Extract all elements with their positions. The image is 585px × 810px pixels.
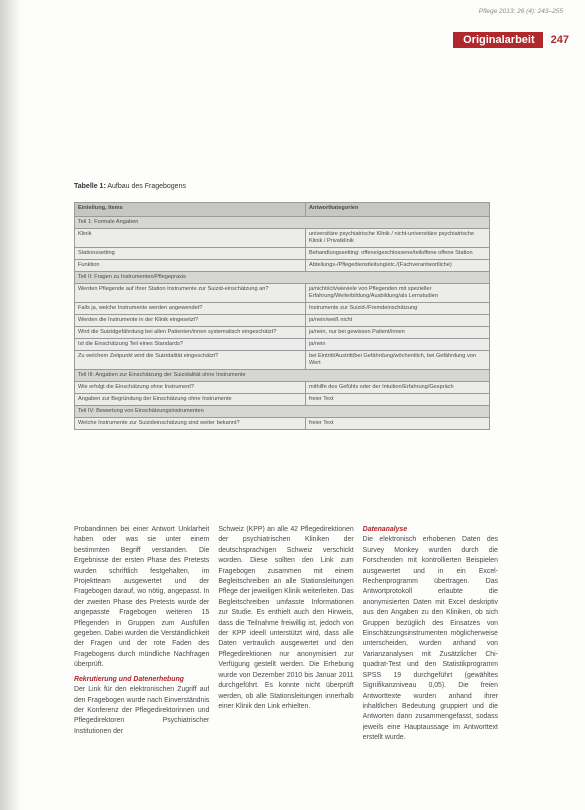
questionnaire-table [74, 202, 490, 430]
body-column-3 [363, 525, 498, 803]
table-section-label: Teil III: Angaben zur Einschätzung der Suizidalität ohne Instrumente [75, 369, 490, 381]
subsection-heading: Datenanalyse [362, 526, 408, 533]
table-answer-cell: ja/nein [306, 338, 490, 350]
table-answer-cell: universitäre psychiatrische Klinik / nicht-universitäre psychiatrische Klinik / Privatklinik [306, 228, 490, 247]
table-section-row [75, 217, 490, 229]
table-item-cell: Angaben zur Begründung der Einschätzung ohne Instrumente [75, 393, 306, 405]
section-header [453, 32, 585, 48]
body-paragraph: Die elektronisch erhobenen Daten des Survey Monkey wurden durch die Forschenden mit kontrollierten Beispielen ausgewertet und in ein Excel-Rechenprogramm übertragen. Das Antwortprotokoll erlaubte die anonymisierten Daten mit Excel deskriptiv aus den Angaben zu den Kliniken, ob sich Gruppen bezüglich des Einsatzes von Einschätzungsinstrumenten möglicherweise unterscheiden, wurden anhand von Varianzanalysen mit Zusätzlicher Chi-quadrat-Test und den Statistikprogramm SPSS 19 durchgeführt (gewähltes Signifikanzniveau 0,05). Die freien Antworttexte wurden anhand ihrer inhaltlichen Bedeutung gruppiert und die Antworten dann zusammengefasst, sodass jeweils eine Hauptaussage im Antworttext erstellt wurde. [362, 536, 498, 742]
table-answer-cell: Abteilungs-/Pflegedienstleitung/etc./(Fachverantwortliche) [306, 259, 490, 271]
table-row [75, 283, 490, 302]
table-row [75, 259, 490, 271]
table-section-label: Teil IV: Bewertung von Einschätzungsinstrumenten [75, 405, 490, 417]
running-head: Pflege 2013; 26 (4): 243–255 [478, 8, 563, 15]
table-row [75, 417, 490, 429]
table-answer-cell: Instrumente zur Suizid-/Fremdeinschätzung [306, 302, 490, 314]
table-row [75, 228, 490, 247]
table-section-row [75, 271, 490, 283]
table-item-cell: Falls ja, welche Instrumente werden angewendet? [75, 302, 306, 314]
body-paragraph: Der Link für den elektronischen Zugriff auf den Fragebogen wurde nach Einverständnis der Konferenz der Pflegedirektorinnen und Pflegedirektoren Psychiatrischer Institutionen der [74, 686, 210, 735]
table-answer-cell: freier Text [306, 393, 490, 405]
table-section-row [75, 369, 490, 381]
page-gutter-shadow [0, 0, 22, 810]
table-answer-cell: freier Text [306, 417, 490, 429]
table-caption-text: Aufbau des Fragebogens [107, 183, 186, 190]
table-section-label: Teil 1: Formale Angaben [75, 217, 490, 229]
table-header-cell: Einteilung, Items [75, 203, 306, 217]
table-item-cell: Werden die Instrumente in der Klinik eingesetzt? [75, 314, 306, 326]
table-item-cell: Welche Instrumente zur Suizideinschätzung sind weiter bekannt? [75, 417, 306, 429]
table-section-row [75, 405, 490, 417]
table-answer-cell: Behandlungssetting: offene/geschlossene/teiloffene offene Station [306, 247, 490, 259]
table-row [75, 326, 490, 338]
table-item-cell: Klinik [75, 228, 306, 247]
subsection-heading: Rekrutierung und Datenerhebung [74, 675, 184, 683]
table-row [75, 247, 490, 259]
table-caption-label: Tabelle 1: [74, 183, 106, 190]
table-item-cell: Stationssetting [75, 247, 306, 259]
table-answer-cell: mithilfe des Gefühls oder der Intuition/Erfahrung/Gespräch [306, 381, 490, 393]
table-header-row [75, 203, 490, 217]
table-item-cell: Funktion [75, 259, 306, 271]
table-answer-cell: ja/nicht/ich/wieviele von Pflegenden mit spezieller Erfahrung/Weiterbildung/Ausbildung/als Lernstudien [306, 283, 490, 302]
table-row [75, 393, 490, 405]
table-row [75, 350, 490, 369]
table-answer-cell: bei Eintritt/Austritt/bei Gefährdung/wöchentlich, bei Gefährdung von Wert [306, 350, 490, 369]
body-text [74, 525, 498, 803]
page-number: 247 [550, 34, 569, 46]
table-item-cell: Ist die Einschätzung Teil eines Standards? [75, 338, 306, 350]
table-row [75, 302, 490, 314]
table-item-cell: Wie erfolgt die Einschätzung ohne Instrument? [75, 381, 306, 393]
body-paragraph: Schweiz (KPP) an alle 42 Pflegedirektionen der psychiatrischen Kliniken der deutschsprachigen Schweiz verschickt worden. Diese sollten den Link zum Fragebogen zusammen mit einem Begleitschreiben an alle Stationsleitungen Pflege der jeweiligen Klinik weiterleiten. Das Begleitschreiben umfasste Informationen zur Studie. Es enthielt auch den Hinweis, dass die Teilnahme freiwillig ist, jedoch von der KPP ideell unterstützt wird, dass alle Daten vertraulich ausgewertet und den Pflegedirektionen nur anonymisiert zur Verfügung gestellt werden. Die Erhebung wurde von Dezember 2010 bis Januar 2011 durchgeführt. Es konnte nicht überprüft werden, ob alle Stationsleitungen innerhalb einer Klinik den Link erhielten. [218, 526, 354, 710]
table-item-cell: Werden Pflegende auf Ihrer Station Instrumente zur Suizid-einschätzung an? [75, 283, 306, 302]
table-header-cell: Antwortkategorien [306, 203, 490, 217]
article-type-badge: Originalarbeit [453, 32, 543, 48]
table-row [75, 314, 490, 326]
body-column-1 [74, 525, 209, 803]
body-column-2 [218, 525, 353, 803]
table-row [75, 381, 490, 393]
table-caption [74, 183, 186, 190]
table-answer-cell: ja/nein, nur bei gewissen Patient/innen [306, 326, 490, 338]
table-answer-cell: ja/nein/weiß nicht [306, 314, 490, 326]
table-item-cell: Wird die Suizidgefährdung bei allen Patienten/innen systematisch eingeschätzt? [75, 326, 306, 338]
table-item-cell: Zu welchem Zeitpunkt wird die Suizidalität eingeschätzt? [75, 350, 306, 369]
table-section-label: Teil II: Fragen zu Instrumenten/Pflegepraxis [75, 271, 490, 283]
body-paragraph: Probandinnen bei einer Antwort Unklarheit haben oder was sie unter einem bestimmten Begriff verstanden. Die Ergebnisse der ersten Phase des Pretests wurden schriftlich festgehalten, im Projektteam ausgewertet und der Fragebogen darauf, wo nötig, angepasst. In der zweiten Phase des Pretests wurde der angepasste Fragebogen weiteren 15 Pflegenden in Gruppen zum Ausfüllen gegeben. Dabei wurden die Verständlichkeit der Fragen und der rote Faden des Fragebogens durch mündliche Nachfragen überprüft. [74, 526, 210, 669]
table-row [75, 338, 490, 350]
